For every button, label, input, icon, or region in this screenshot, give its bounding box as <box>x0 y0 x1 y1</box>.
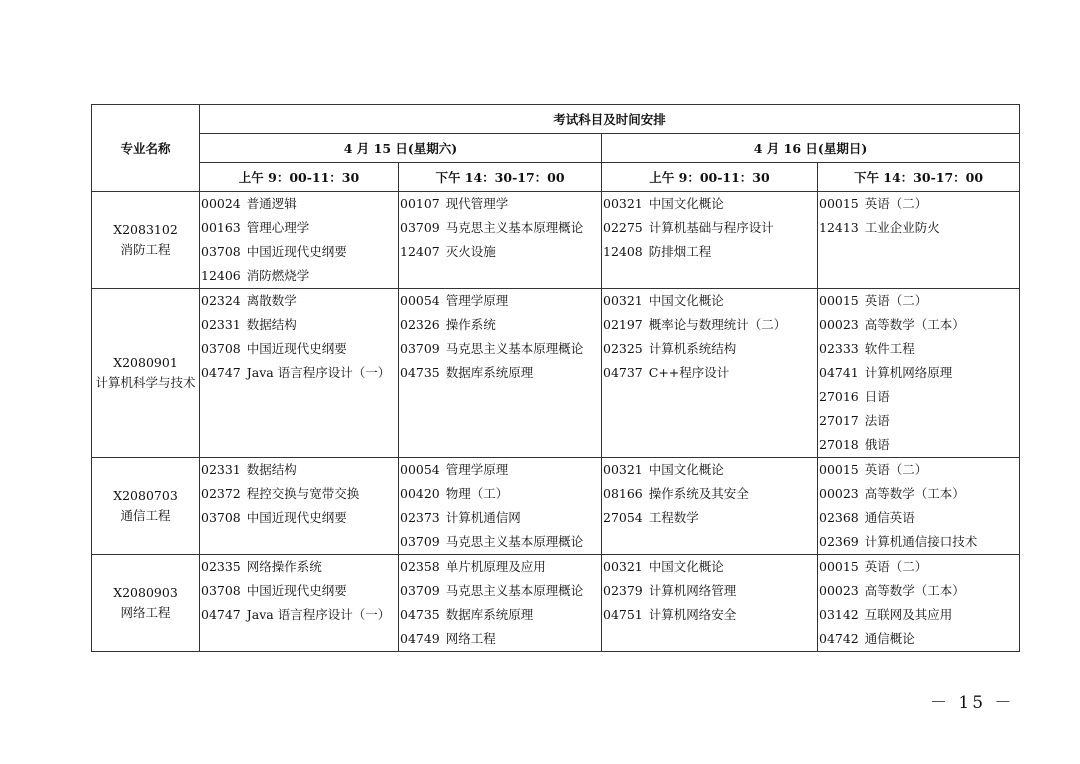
course-code: 00054 <box>400 293 440 308</box>
course-name: 互联网及其应用 <box>864 607 953 622</box>
course-name: 中国文化概论 <box>648 462 724 477</box>
course-code: 27018 <box>819 437 859 452</box>
course-name: 通信英语 <box>864 510 915 525</box>
course-item <box>818 627 1019 651</box>
major-cell <box>92 192 200 289</box>
course-name: 马克思主义基本原理概论 <box>445 341 584 356</box>
course-name: 操作系统及其安全 <box>648 486 749 501</box>
course-code: 12406 <box>201 268 241 283</box>
time-slot-header: 下午 14：30-17：00 <box>818 163 1020 192</box>
course-name: 英语（二） <box>864 196 928 211</box>
course-item <box>818 458 1019 482</box>
course-code: 03708 <box>201 510 241 525</box>
course-item <box>602 482 817 506</box>
course-cell <box>200 289 399 458</box>
course-code: 00023 <box>819 486 859 501</box>
course-code: 02372 <box>201 486 241 501</box>
course-item <box>200 603 398 627</box>
course-item <box>399 627 601 651</box>
course-name: 计算机网络原理 <box>864 365 953 380</box>
course-name: 通信概论 <box>864 631 915 646</box>
course-name: 计算机网络安全 <box>648 607 737 622</box>
table-row <box>92 192 1020 289</box>
course-item <box>602 240 817 264</box>
course-name: 日语 <box>864 389 890 404</box>
course-code: 04751 <box>603 607 643 622</box>
course-item <box>399 361 601 385</box>
course-name: 中国近现代史纲要 <box>246 341 347 356</box>
course-code: 02331 <box>201 317 241 332</box>
course-name: 英语（二） <box>864 559 928 574</box>
course-code: 12407 <box>400 244 440 259</box>
course-code: 02333 <box>819 341 859 356</box>
course-item <box>200 216 398 240</box>
course-code: 27016 <box>819 389 859 404</box>
course-item <box>200 555 398 579</box>
course-name: 普通逻辑 <box>246 196 297 211</box>
course-item <box>200 482 398 506</box>
course-item <box>818 409 1019 433</box>
course-name: 计算机网络管理 <box>648 583 737 598</box>
course-item <box>818 192 1019 216</box>
course-name: 计算机通信网 <box>445 510 521 525</box>
course-code: 00015 <box>819 462 859 477</box>
course-item <box>602 313 817 337</box>
major-name: 通信工程 <box>120 508 171 523</box>
major-cell <box>92 458 200 555</box>
course-code: 00024 <box>201 196 241 211</box>
course-name: 单片机原理及应用 <box>445 559 546 574</box>
course-name: 英语（二） <box>864 462 928 477</box>
course-name: 中国近现代史纲要 <box>246 583 347 598</box>
course-item <box>602 506 817 530</box>
course-item <box>200 264 398 288</box>
table-row <box>92 555 1020 652</box>
course-code: 00015 <box>819 559 859 574</box>
course-item <box>399 506 601 530</box>
course-name: 中国近现代史纲要 <box>246 244 347 259</box>
course-name: 程控交换与宽带交换 <box>246 486 360 501</box>
course-name: 计算机基础与程序设计 <box>648 220 774 235</box>
major-name-header: 专业名称 <box>92 105 200 192</box>
course-item <box>602 603 817 627</box>
course-name: 网络工程 <box>445 631 496 646</box>
course-name: 概率论与数理统计（二） <box>648 317 787 332</box>
course-name: 管理心理学 <box>246 220 310 235</box>
course-item <box>818 482 1019 506</box>
time-slot-header: 上午 9：00-11：30 <box>200 163 399 192</box>
course-cell <box>602 289 818 458</box>
course-code: 00107 <box>400 196 440 211</box>
course-item <box>818 385 1019 409</box>
course-cell <box>602 192 818 289</box>
course-name: 高等数学（工本） <box>864 583 965 598</box>
course-name: 中国近现代史纲要 <box>246 510 347 525</box>
course-code: 02368 <box>819 510 859 525</box>
course-name: 马克思主义基本原理概论 <box>445 220 584 235</box>
course-item <box>399 579 601 603</box>
course-item <box>200 506 398 530</box>
course-code: 00321 <box>603 293 643 308</box>
course-cell <box>602 458 818 555</box>
course-item <box>399 555 601 579</box>
course-name: 数据结构 <box>246 462 297 477</box>
major-name: 计算机科学与技术 <box>95 375 196 390</box>
course-name: Java 语言程序设计（一） <box>246 365 391 380</box>
course-code: 03708 <box>201 244 241 259</box>
course-item <box>200 337 398 361</box>
course-code: 03708 <box>201 583 241 598</box>
course-item <box>200 313 398 337</box>
course-name: 计算机系统结构 <box>648 341 737 356</box>
major-code: X2083102 <box>113 222 178 237</box>
course-cell <box>200 458 399 555</box>
course-item <box>602 579 817 603</box>
course-code: 03708 <box>201 341 241 356</box>
course-cell <box>818 555 1020 652</box>
course-item <box>399 192 601 216</box>
course-code: 02197 <box>603 317 643 332</box>
course-code: 03709 <box>400 220 440 235</box>
course-name: 防排烟工程 <box>648 244 712 259</box>
course-code: 02324 <box>201 293 241 308</box>
course-code: 02373 <box>400 510 440 525</box>
time-slot-header: 下午 14：30-17：00 <box>399 163 602 192</box>
course-name: 离散数学 <box>246 293 297 308</box>
course-code: 04735 <box>400 607 440 622</box>
course-cell <box>818 289 1020 458</box>
course-name: 灭火设施 <box>445 244 496 259</box>
course-code: 04735 <box>400 365 440 380</box>
course-item <box>200 289 398 313</box>
major-code: X2080901 <box>113 355 178 370</box>
course-name: 数据库系统原理 <box>445 607 534 622</box>
course-code: 27054 <box>603 510 643 525</box>
major-code: X2080703 <box>113 488 178 503</box>
course-code: 00420 <box>400 486 440 501</box>
course-item <box>602 555 817 579</box>
course-item <box>399 482 601 506</box>
time-slot-header: 上午 9：00-11：30 <box>602 163 818 192</box>
course-cell <box>399 289 602 458</box>
course-name: 计算机通信接口技术 <box>864 534 978 549</box>
course-code: 00023 <box>819 583 859 598</box>
course-code: 02358 <box>400 559 440 574</box>
course-item <box>818 579 1019 603</box>
course-item <box>818 555 1019 579</box>
course-name: 管理学原理 <box>445 462 509 477</box>
course-item <box>200 240 398 264</box>
course-code: 02335 <box>201 559 241 574</box>
course-code: 12413 <box>819 220 859 235</box>
course-name: 数据库系统原理 <box>445 365 534 380</box>
course-name: 工程数学 <box>648 510 699 525</box>
course-item <box>399 289 601 313</box>
course-code: 00054 <box>400 462 440 477</box>
course-item <box>602 289 817 313</box>
course-code: 04749 <box>400 631 440 646</box>
course-name: 软件工程 <box>864 341 915 356</box>
course-item <box>602 361 817 385</box>
course-name: 数据结构 <box>246 317 297 332</box>
course-code: 00015 <box>819 293 859 308</box>
course-code: 02369 <box>819 534 859 549</box>
table-row <box>92 289 1020 458</box>
course-name: 现代管理学 <box>445 196 509 211</box>
table-row <box>92 458 1020 555</box>
major-name: 消防工程 <box>120 242 171 257</box>
course-code: 03709 <box>400 534 440 549</box>
course-code: 00321 <box>603 196 643 211</box>
course-name: 物理（工） <box>445 486 509 501</box>
course-cell <box>200 555 399 652</box>
course-item <box>200 192 398 216</box>
course-cell <box>399 192 602 289</box>
course-name: 马克思主义基本原理概论 <box>445 583 584 598</box>
course-code: 02275 <box>603 220 643 235</box>
major-code: X2080903 <box>113 585 178 600</box>
course-code: 04747 <box>201 607 241 622</box>
course-cell <box>399 458 602 555</box>
course-code: 04741 <box>819 365 859 380</box>
course-item <box>818 603 1019 627</box>
course-item <box>200 579 398 603</box>
course-code: 02325 <box>603 341 643 356</box>
course-item <box>818 313 1019 337</box>
course-item <box>818 289 1019 313</box>
day-header: 4 月 15 日(星期六) <box>200 134 602 163</box>
course-name: 工业企业防火 <box>864 220 940 235</box>
course-item <box>818 216 1019 240</box>
course-code: 00015 <box>819 196 859 211</box>
course-item <box>200 458 398 482</box>
course-code: 02379 <box>603 583 643 598</box>
course-name: 中国文化概论 <box>648 196 724 211</box>
course-name: 英语（二） <box>864 293 928 308</box>
major-name: 网络工程 <box>120 605 171 620</box>
course-name: 法语 <box>864 413 890 428</box>
course-item <box>602 192 817 216</box>
course-item <box>602 337 817 361</box>
course-item <box>399 313 601 337</box>
day-header: 4 月 16 日(星期日) <box>602 134 1020 163</box>
major-cell <box>92 555 200 652</box>
course-name: 中国文化概论 <box>648 293 724 308</box>
course-code: 02331 <box>201 462 241 477</box>
course-item <box>399 530 601 554</box>
course-name: 管理学原理 <box>445 293 509 308</box>
course-code: 04737 <box>603 365 643 380</box>
course-cell <box>602 555 818 652</box>
course-name: 网络操作系统 <box>246 559 322 574</box>
course-code: 12408 <box>603 244 643 259</box>
course-item <box>818 506 1019 530</box>
course-item <box>399 337 601 361</box>
course-code: 03709 <box>400 341 440 356</box>
course-item <box>818 530 1019 554</box>
course-cell <box>200 192 399 289</box>
schedule-header: 考试科目及时间安排 <box>200 105 1020 134</box>
course-item <box>399 458 601 482</box>
course-cell <box>818 458 1020 555</box>
course-item <box>602 458 817 482</box>
course-cell <box>818 192 1020 289</box>
course-item <box>818 337 1019 361</box>
course-name: 中国文化概论 <box>648 559 724 574</box>
course-item <box>399 603 601 627</box>
course-code: 27017 <box>819 413 859 428</box>
course-code: 02326 <box>400 317 440 332</box>
course-name: Java 语言程序设计（一） <box>246 607 391 622</box>
course-code: 00321 <box>603 559 643 574</box>
course-name: C++程序设计 <box>648 365 730 380</box>
course-code: 03709 <box>400 583 440 598</box>
exam-schedule-table <box>91 104 1020 652</box>
course-name: 操作系统 <box>445 317 496 332</box>
course-item <box>399 240 601 264</box>
course-code: 04742 <box>819 631 859 646</box>
course-item <box>399 216 601 240</box>
course-item <box>818 361 1019 385</box>
course-code: 00023 <box>819 317 859 332</box>
major-cell <box>92 289 200 458</box>
course-item <box>818 433 1019 457</box>
course-cell <box>399 555 602 652</box>
course-code: 00321 <box>603 462 643 477</box>
course-name: 马克思主义基本原理概论 <box>445 534 584 549</box>
course-name: 高等数学（工本） <box>864 486 965 501</box>
course-code: 03142 <box>819 607 859 622</box>
course-name: 高等数学（工本） <box>864 317 965 332</box>
course-name: 消防燃烧学 <box>246 268 310 283</box>
course-name: 俄语 <box>864 437 890 452</box>
course-item <box>602 216 817 240</box>
course-code: 00163 <box>201 220 241 235</box>
course-item <box>200 361 398 385</box>
course-code: 08166 <box>603 486 643 501</box>
course-code: 04747 <box>201 365 241 380</box>
page-number: － 15 － <box>930 693 1015 713</box>
